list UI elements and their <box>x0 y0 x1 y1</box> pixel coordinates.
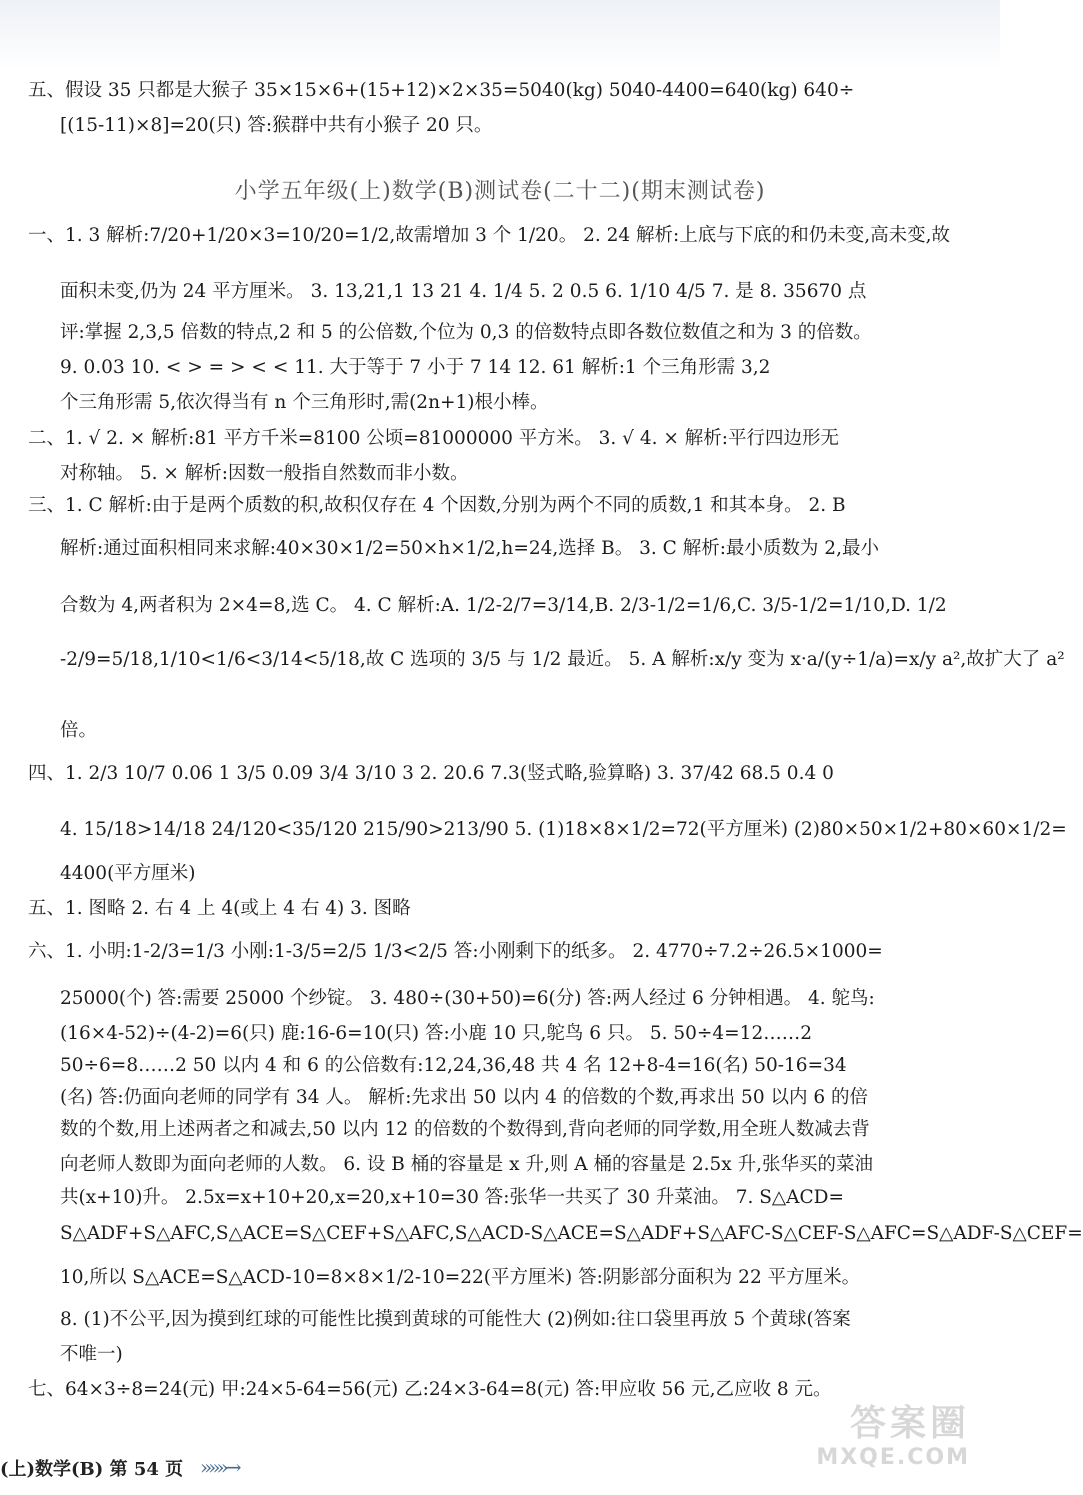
answer-line: 七、64×3÷8=24(元) 甲:24×5-64=56(元) 乙:24×3-64=8(元) 答:甲应收 56 元,乙应收 8 元。 <box>28 1379 832 1400</box>
answer-line: 个三角形需 5,依次得当有 n 个三角形时,需(2n+1)根小棒。 <box>60 392 549 413</box>
answer-line: 共(x+10)升。 2.5x=x+10+20,x=20,x+10=30 答:张华一共买了 30 升菜油。 7. S△ACD= <box>60 1187 844 1208</box>
answer-line: 五、1. 图略 2. 右 4 上 4(或上 4 右 4) 3. 图略 <box>28 898 411 919</box>
watermark-text: 答案圈 <box>849 1403 970 1444</box>
answer-line: 50÷6=8……2 50 以内 4 和 6 的公倍数有:12,24,36,48 共 4 名 12+8-4=16(名) 50-16=34 <box>60 1055 847 1076</box>
header-band <box>0 0 1000 70</box>
answer-line: S△ADF+S△AFC,S△ACE=S△CEF+S△AFC,S△ACD-S△ACE=S△ADF+S△AFC-S△CEF-S△AFC=S△ADF-S△CEF= <box>60 1223 1083 1244</box>
answer-line: 9. 0.03 10. < > = > < < 11. 大于等于 7 小于 7 14 12. 61 解析:1 个三角形需 3,2 <box>60 357 771 378</box>
answer-line: -2/9=5/18,1/10<1/6<3/14<5/18,故 C 选项的 3/5 与 1/2 最近。 5. A 解析:x/y 变为 x·a/(y÷1/a)=x/y a²,故扩大了 a² <box>60 649 1065 670</box>
answer-line: [(15-11)×8]=20(只) 答:猴群中共有小猴子 20 只。 <box>60 115 493 136</box>
page-footer: (上)数学(B) 第 54 页 <box>0 1459 184 1480</box>
answer-line: 向老师人数即为面向老师的人数。 6. 设 B 桶的容量是 x 升,则 A 桶的容量是 2.5x 升,张华买的菜油 <box>60 1154 873 1175</box>
answer-line: 二、1. √ 2. × 解析:81 平方千米=8100 公顷=81000000 平方米。 3. √ 4. × 解析:平行四边形无 <box>28 428 840 449</box>
answer-line: 五、假设 35 只都是大猴子 35×15×6+(15+12)×2×35=5040(kg) 5040-4400=640(kg) 640÷ <box>28 80 855 101</box>
answer-line: 4. 15/18>14/18 24/120<35/120 215/90>213/90 5. (1)18×8×1/2=72(平方厘米) (2)80×50×1/2+80×60×1/2= <box>60 819 1067 840</box>
answer-line: (16×4-52)÷(4-2)=6(只) 鹿:16-6=10(只) 答:小鹿 10 只,鸵鸟 6 只。 5. 50÷4=12……2 <box>60 1023 812 1044</box>
chevrons-icon: »»»→ <box>200 1455 238 1479</box>
answer-line: 倍。 <box>60 720 98 741</box>
answer-line: 10,所以 S△ACE=S△ACD-10=8×8×1/2-10=22(平方厘米) 答:阴影部分面积为 22 平方厘米。 <box>60 1267 861 1288</box>
answer-line: 不唯一) <box>60 1344 123 1365</box>
answer-line: 对称轴。 5. × 解析:因数一般指自然数而非小数。 <box>60 463 469 484</box>
answer-line: 六、1. 小明:1-2/3=1/3 小刚:1-3/5=2/5 1/3<2/5 答:小刚剩下的纸多。 2. 4770÷7.2÷26.5×1000= <box>28 941 883 962</box>
answer-line: 8. (1)不公平,因为摸到红球的可能性比摸到黄球的可能性大 (2)例如:往口袋里再放 5 个黄球(答案 <box>60 1309 851 1330</box>
answer-line: 三、1. C 解析:由于是两个质数的积,故积仅存在 4 个因数,分别为两个不同的质数,1 和其本身。 2. B <box>28 495 846 516</box>
watermark-logo <box>816 1403 970 1475</box>
answer-line: 面积未变,仍为 24 平方厘米。 3. 13,21,1 13 21 4. 1/4 5. 2 0.5 6. 1/10 4/5 7. 是 8. 35670 点 <box>60 281 867 302</box>
answer-line: 评:掌握 2,3,5 倍数的特点,2 和 5 的公倍数,个位为 0,3 的倍数特点即各数位数值之和为 3 的倍数。 <box>60 322 872 343</box>
answer-line: 四、1. 2/3 10/7 0.06 1 3/5 0.09 3/4 3/10 3 2. 20.6 7.3(竖式略,验算略) 3. 37/42 68.5 0.4 0 <box>28 763 834 784</box>
answer-line: 数的个数,用上述两者之和减去,50 以内 12 的倍数的个数得到,背向老师的同学数,用全班人数减去背 <box>60 1119 870 1140</box>
page-title: 小学五年级(上)数学(B)测试卷(二十二)(期末测试卷) <box>234 179 766 204</box>
answer-line: (名) 答:仍面向老师的同学有 34 人。 解析:先求出 50 以内 4 的倍数的个数,再求出 50 以内 6 的倍 <box>60 1087 869 1108</box>
answer-line: 合数为 4,两者积为 2×4=8,选 C。 4. C 解析:A. 1/2-2/7=3/14,B. 2/3-1/2=1/6,C. 3/5-1/2=1/10,D. 1/2 <box>60 595 947 616</box>
watermark-url: MXQE.COM <box>816 1445 970 1470</box>
answer-line: 4400(平方厘米) <box>60 863 196 884</box>
answer-line: 一、1. 3 解析:7/20+1/20×3=10/20=1/2,故需增加 3 个 1/20。 2. 24 解析:上底与下底的和仍未变,高未变,故 <box>28 225 951 246</box>
answer-line: 25000(个) 答:需要 25000 个纱锭。 3. 480÷(30+50)=6(分) 答:两人经过 6 分钟相遇。 4. 鸵鸟: <box>60 988 875 1009</box>
answer-line: 解析:通过面积相同来求解:40×30×1/2=50×h×1/2,h=24,选择 B。 3. C 解析:最小质数为 2,最小 <box>60 538 879 559</box>
